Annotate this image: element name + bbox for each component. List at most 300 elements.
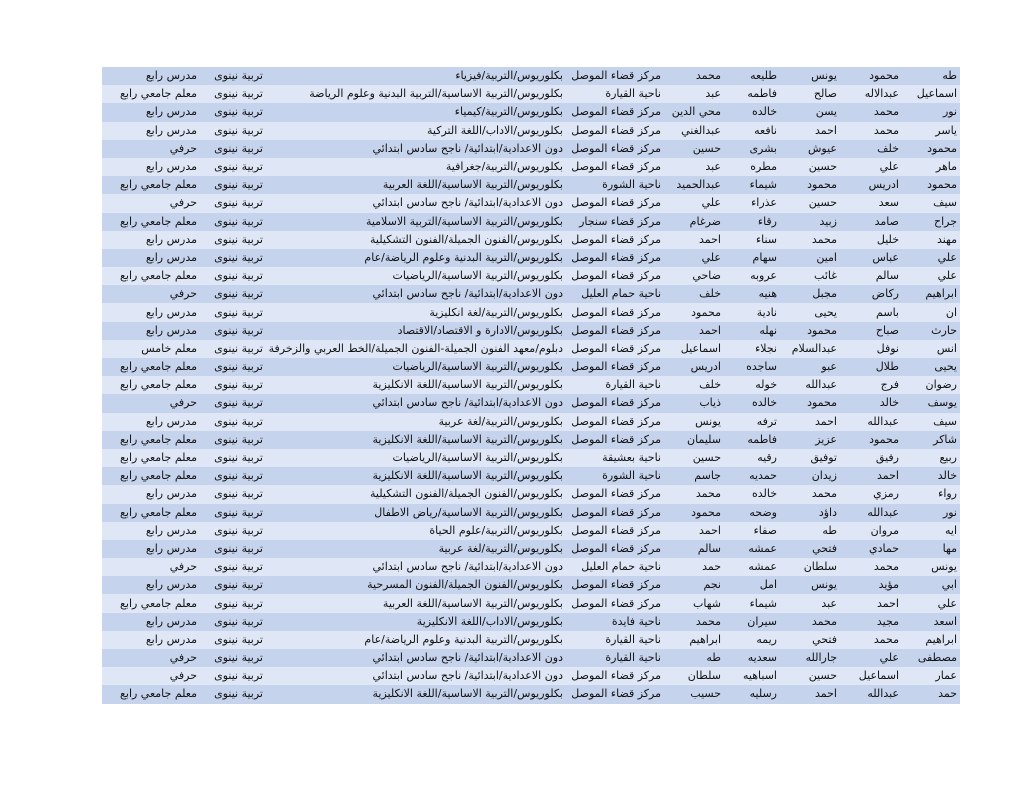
job-title-cell: معلم جامعي رابع [102,213,200,231]
table-row [102,613,960,631]
directorate-cell: تربية نينوى [200,85,266,103]
father-name-cell: محمد [840,103,902,121]
table-row [102,667,960,685]
mother-father-name-cell: طه [664,649,724,667]
directorate-cell: تربية نينوى [200,285,266,303]
mother-name-cell: طليعه [724,67,780,85]
grandfather-name-cell: زبيد [780,213,840,231]
job-title-cell: معلم جامعي رابع [102,376,200,394]
grandfather-name-cell: محمود [780,394,840,412]
directorate-cell: تربية نينوى [200,558,266,576]
mother-father-name-cell: احمد [664,231,724,249]
grandfather-name-cell: سلطان [780,558,840,576]
first-name-cell: ابراهيم [902,285,960,303]
table-row [102,249,960,267]
job-title-cell: مدرس رابع [102,540,200,558]
location-cell: ناحية فايدة [566,613,664,631]
mother-father-name-cell: حسين [664,140,724,158]
first-name-cell: يحيى [902,358,960,376]
location-cell: مركز قضاء الموصل [566,358,664,376]
job-title-cell: مدرس رابع [102,158,200,176]
table-row [102,267,960,285]
grandfather-name-cell: صالح [780,85,840,103]
qualification-cell: بكلوريوس/التربية الاساسية/اللغة الانكليزية [266,431,566,449]
mother-name-cell: عمشه [724,540,780,558]
mother-name-cell: امل [724,576,780,594]
mother-father-name-cell: ابراهيم [664,631,724,649]
location-cell: مركز قضاء الموصل [566,394,664,412]
job-title-cell: معلم جامعي رابع [102,85,200,103]
location-cell: ناحية القيارة [566,376,664,394]
table-row [102,103,960,121]
table-row [102,540,960,558]
directorate-cell: تربية نينوى [200,613,266,631]
grandfather-name-cell: عبو [780,358,840,376]
job-title-cell: مدرس رابع [102,613,200,631]
mother-father-name-cell: محمد [664,613,724,631]
directorate-cell: تربية نينوى [200,594,266,612]
qualification-cell: بكلوريوس/الاداب/اللغة الانكليزية [266,613,566,631]
job-title-cell: مدرس رابع [102,303,200,321]
job-title-cell: مدرس رابع [102,67,200,85]
directorate-cell: تربية نينوى [200,194,266,212]
job-title-cell: مدرس رابع [102,631,200,649]
table-row [102,449,960,467]
mother-name-cell: سعديه [724,649,780,667]
first-name-cell: ايه [902,522,960,540]
father-name-cell: مجيد [840,613,902,631]
job-title-cell: حرفي [102,194,200,212]
directorate-cell: تربية نينوى [200,67,266,85]
grandfather-name-cell: مجبل [780,285,840,303]
grandfather-name-cell: حسين [780,667,840,685]
mother-name-cell: عروبه [724,267,780,285]
table-row [102,285,960,303]
location-cell: مركز قضاء الموصل [566,140,664,158]
first-name-cell: سيف [902,413,960,431]
father-name-cell: خلف [840,140,902,158]
father-name-cell: عبدالله [840,504,902,522]
table-row [102,394,960,412]
mother-father-name-cell: محمد [664,485,724,503]
father-name-cell: خالد [840,394,902,412]
mother-father-name-cell: عبدالغني [664,122,724,140]
location-cell: مركز قضاء الموصل [566,576,664,594]
directorate-cell: تربية نينوى [200,413,266,431]
mother-father-name-cell: نجم [664,576,724,594]
table-row [102,358,960,376]
table-row [102,158,960,176]
father-name-cell: محمد [840,122,902,140]
table-row [102,504,960,522]
mother-name-cell: بشرى [724,140,780,158]
first-name-cell: رضوان [902,376,960,394]
table-row [102,194,960,212]
first-name-cell: علي [902,249,960,267]
qualification-cell: بكلوريوس/التربية الاساسية/رياض الاطفال [266,504,566,522]
job-title-cell: مدرس رابع [102,231,200,249]
location-cell: مركز قضاء الموصل [566,267,664,285]
directorate-cell: تربية نينوى [200,522,266,540]
location-cell: ناحية القيارة [566,85,664,103]
location-cell: مركز قضاء الموصل [566,103,664,121]
grandfather-name-cell: عبدالله [780,376,840,394]
mother-name-cell: خالده [724,394,780,412]
job-title-cell: حرفي [102,285,200,303]
father-name-cell: فرج [840,376,902,394]
grandfather-name-cell: فتحي [780,540,840,558]
father-name-cell: احمد [840,594,902,612]
job-title-cell: حرفي [102,558,200,576]
table-row [102,485,960,503]
table-row [102,303,960,321]
location-cell: ناحية القيارة [566,649,664,667]
qualification-cell: بكلوريوس/التربية الاساسية/اللغة الانكليزية [266,467,566,485]
first-name-cell: مهند [902,231,960,249]
grandfather-name-cell: محمد [780,231,840,249]
directorate-cell: تربية نينوى [200,467,266,485]
directorate-cell: تربية نينوى [200,449,266,467]
job-title-cell: مدرس رابع [102,103,200,121]
job-title-cell: معلم خامس [102,340,200,358]
directorate-cell: تربية نينوى [200,394,266,412]
father-name-cell: ركاض [840,285,902,303]
first-name-cell: رواء [902,485,960,503]
father-name-cell: عبدالله [840,685,902,703]
qualification-cell: بكلوريوس/الادارة و الاقتصاد/الاقتصاد [266,322,566,340]
mother-name-cell: ساجده [724,358,780,376]
mother-name-cell: نهله [724,322,780,340]
father-name-cell: طلال [840,358,902,376]
directorate-cell: تربية نينوى [200,267,266,285]
mother-father-name-cell: سلطان [664,667,724,685]
grandfather-name-cell: محمد [780,613,840,631]
mother-father-name-cell: حسين [664,449,724,467]
directorate-cell: تربية نينوى [200,576,266,594]
job-title-cell: حرفي [102,140,200,158]
job-title-cell: معلم جامعي رابع [102,467,200,485]
first-name-cell: شاكر [902,431,960,449]
mother-name-cell: شيماء [724,594,780,612]
mother-father-name-cell: علي [664,194,724,212]
qualification-cell: بكلوريوس/الفنون الجميلة/الفنون المسرحية [266,576,566,594]
job-title-cell: معلم جامعي رابع [102,267,200,285]
location-cell: مركز قضاء سنجار [566,213,664,231]
employee-table [102,67,960,704]
location-cell: مركز قضاء الموصل [566,522,664,540]
father-name-cell: محمد [840,631,902,649]
job-title-cell: مدرس رابع [102,413,200,431]
grandfather-name-cell: عبد [780,594,840,612]
directorate-cell: تربية نينوى [200,249,266,267]
location-cell: ناحية بعشيقة [566,449,664,467]
first-name-cell: محمود [902,140,960,158]
location-cell: ناحية حمام العليل [566,558,664,576]
location-cell: ناحية القيارة [566,631,664,649]
location-cell: ناحية الشورة [566,467,664,485]
directorate-cell: تربية نينوى [200,631,266,649]
location-cell: مركز قضاء الموصل [566,685,664,703]
directorate-cell: تربية نينوى [200,340,266,358]
grandfather-name-cell: داؤد [780,504,840,522]
father-name-cell: رفيق [840,449,902,467]
first-name-cell: نور [902,103,960,121]
first-name-cell: طه [902,67,960,85]
mother-father-name-cell: عبدالحميد [664,176,724,194]
table-row [102,631,960,649]
qualification-cell: بكلوريوس/التربية/كيمياء [266,103,566,121]
first-name-cell: علي [902,267,960,285]
location-cell: مركز قضاء الموصل [566,594,664,612]
father-name-cell: صباح [840,322,902,340]
grandfather-name-cell: يونس [780,67,840,85]
directorate-cell: تربية نينوى [200,158,266,176]
mother-father-name-cell: حسيب [664,685,724,703]
directorate-cell: تربية نينوى [200,504,266,522]
table-row [102,322,960,340]
directorate-cell: تربية نينوى [200,303,266,321]
location-cell: مركز قضاء الموصل [566,249,664,267]
directorate-cell: تربية نينوى [200,213,266,231]
father-name-cell: صامد [840,213,902,231]
qualification-cell: بكلوريوس/التربية الاساسية/الرياضيات [266,449,566,467]
job-title-cell: معلم جامعي رابع [102,176,200,194]
mother-name-cell: شيماء [724,176,780,194]
first-name-cell: محمود [902,176,960,194]
table-row [102,67,960,85]
father-name-cell: خليل [840,231,902,249]
directorate-cell: تربية نينوى [200,231,266,249]
father-name-cell: علي [840,649,902,667]
qualification-cell: دون الاعدادية/ابتدائية/ ناجح سادس ابتدائي [266,667,566,685]
qualification-cell: بكلوريوس/التربية البدنية وعلوم الرياضة/عام [266,631,566,649]
first-name-cell: اسعد [902,613,960,631]
qualification-cell: دون الاعدادية/ابتدائية/ ناجح سادس ابتدائي [266,394,566,412]
mother-father-name-cell: ضرغام [664,213,724,231]
qualification-cell: بكلوريوس/الاداب/اللغة التركية [266,122,566,140]
qualification-cell: دون الاعدادية/ابتدائية/ ناجح سادس ابتدائي [266,558,566,576]
location-cell: مركز قضاء الموصل [566,540,664,558]
grandfather-name-cell: زيدان [780,467,840,485]
table-row [102,594,960,612]
qualification-cell: بكلوريوس/التربية الاساسية/التربية الاسلامية [266,213,566,231]
mother-name-cell: صفاء [724,522,780,540]
mother-father-name-cell: سالم [664,540,724,558]
first-name-cell: عمار [902,667,960,685]
grandfather-name-cell: حسين [780,194,840,212]
qualification-cell: بكلوريوس/التربية الاساسية/اللغة العربية [266,594,566,612]
mother-name-cell: اسباهيه [724,667,780,685]
table-row [102,431,960,449]
location-cell: مركز قضاء الموصل [566,158,664,176]
father-name-cell: سعد [840,194,902,212]
table-row [102,340,960,358]
mother-father-name-cell: يونس [664,413,724,431]
first-name-cell: ابراهيم [902,631,960,649]
grandfather-name-cell: جارالله [780,649,840,667]
job-title-cell: معلم جامعي رابع [102,504,200,522]
first-name-cell: انس [902,340,960,358]
mother-father-name-cell: محي الدين [664,103,724,121]
job-title-cell: حرفي [102,667,200,685]
job-title-cell: مدرس رابع [102,485,200,503]
grandfather-name-cell: محمود [780,176,840,194]
directorate-cell: تربية نينوى [200,358,266,376]
location-cell: ناحية حمام العليل [566,285,664,303]
father-name-cell: عبدالله [840,413,902,431]
first-name-cell: مها [902,540,960,558]
mother-father-name-cell: عبد [664,85,724,103]
mother-father-name-cell: ادريس [664,358,724,376]
first-name-cell: ابي [902,576,960,594]
mother-name-cell: نادية [724,303,780,321]
directorate-cell: تربية نينوى [200,140,266,158]
father-name-cell: احمد [840,467,902,485]
mother-name-cell: خالده [724,103,780,121]
location-cell: مركز قضاء الموصل [566,231,664,249]
qualification-cell: بكلوريوس/التربية/لغة عربية [266,540,566,558]
father-name-cell: اسماعيل [840,667,902,685]
qualification-cell: بكلوريوس/التربية الاساسية/اللغة الانكليزية [266,685,566,703]
first-name-cell: جراح [902,213,960,231]
mother-name-cell: سيران [724,613,780,631]
father-name-cell: نوفل [840,340,902,358]
grandfather-name-cell: محمد [780,485,840,503]
grandfather-name-cell: امين [780,249,840,267]
directorate-cell: تربية نينوى [200,667,266,685]
qualification-cell: بكلوريوس/الفنون الجميلة/الفنون التشكيلية [266,231,566,249]
mother-father-name-cell: علي [664,249,724,267]
first-name-cell: ياسر [902,122,960,140]
table-row [102,213,960,231]
mother-father-name-cell: اسماعيل [664,340,724,358]
job-title-cell: مدرس رابع [102,522,200,540]
first-name-cell: علي [902,594,960,612]
job-title-cell: مدرس رابع [102,322,200,340]
mother-name-cell: عمشه [724,558,780,576]
father-name-cell: حمادي [840,540,902,558]
grandfather-name-cell: عبدالسلام [780,340,840,358]
mother-name-cell: خالده [724,485,780,503]
grandfather-name-cell: حسين [780,158,840,176]
grandfather-name-cell: احمد [780,685,840,703]
father-name-cell: رمزي [840,485,902,503]
grandfather-name-cell: احمد [780,413,840,431]
qualification-cell: دون الاعدادية/ابتدائية/ ناجح سادس ابتدائي [266,649,566,667]
qualification-cell: بكلوريوس/التربية البدنية وعلوم الرياضة/عام [266,249,566,267]
qualification-cell: بكلوريوس/التربية الاساسية/التربية البدنية وعلوم الرياضة [266,85,566,103]
location-cell: مركز قضاء الموصل [566,194,664,212]
directorate-cell: تربية نينوى [200,685,266,703]
job-title-cell: مدرس رابع [102,122,200,140]
mother-name-cell: سهام [724,249,780,267]
qualification-cell: بكلوريوس/الفنون الجميلة/الفنون التشكيلية [266,485,566,503]
location-cell: مركز قضاء الموصل [566,504,664,522]
mother-name-cell: ترفه [724,413,780,431]
job-title-cell: حرفي [102,394,200,412]
grandfather-name-cell: يسن [780,103,840,121]
first-name-cell: حارث [902,322,960,340]
first-name-cell: ان [902,303,960,321]
mother-father-name-cell: ضاحي [664,267,724,285]
grandfather-name-cell: فتحي [780,631,840,649]
first-name-cell: نور [902,504,960,522]
qualification-cell: دون الاعدادية/ابتدائية/ ناجح سادس ابتدائي [266,194,566,212]
mother-father-name-cell: خلف [664,376,724,394]
qualification-cell: دون الاعدادية/ابتدائية/ ناجح سادس ابتدائي [266,140,566,158]
location-cell: مركز قضاء الموصل [566,340,664,358]
location-cell: مركز قضاء الموصل [566,322,664,340]
mother-father-name-cell: احمد [664,522,724,540]
table-row [102,558,960,576]
first-name-cell: حمد [902,685,960,703]
grandfather-name-cell: توفيق [780,449,840,467]
qualification-cell: بكلوريوس/التربية/لغة انكليزية [266,303,566,321]
directorate-cell: تربية نينوى [200,176,266,194]
mother-name-cell: رقاء [724,213,780,231]
grandfather-name-cell: غائب [780,267,840,285]
grandfather-name-cell: محمود [780,322,840,340]
mother-name-cell: نافعه [724,122,780,140]
first-name-cell: سيف [902,194,960,212]
location-cell: مركز قضاء الموصل [566,431,664,449]
job-title-cell: مدرس رابع [102,249,200,267]
job-title-cell: معلم جامعي رابع [102,431,200,449]
mother-name-cell: خوله [724,376,780,394]
qualification-cell: دون الاعدادية/ابتدائية/ ناجح سادس ابتدائي [266,285,566,303]
first-name-cell: خالد [902,467,960,485]
job-title-cell: معلم جامعي رابع [102,449,200,467]
location-cell: ناحية الشورة [566,176,664,194]
location-cell: مركز قضاء الموصل [566,667,664,685]
grandfather-name-cell: طه [780,522,840,540]
directorate-cell: تربية نينوى [200,376,266,394]
location-cell: مركز قضاء الموصل [566,303,664,321]
grandfather-name-cell: عزيز [780,431,840,449]
mother-name-cell: رسليه [724,685,780,703]
mother-name-cell: مطره [724,158,780,176]
first-name-cell: اسماعيل [902,85,960,103]
mother-name-cell: رقيه [724,449,780,467]
mother-father-name-cell: محمود [664,504,724,522]
qualification-cell: بكلوريوس/التربية الاساسية/الرياضيات [266,358,566,376]
mother-father-name-cell: عبد [664,158,724,176]
mother-name-cell: سناء [724,231,780,249]
mother-father-name-cell: شهاب [664,594,724,612]
mother-father-name-cell: احمد [664,322,724,340]
mother-name-cell: فاطمه [724,85,780,103]
table-row [102,467,960,485]
qualification-cell: بكلوريوس/التربية/جغرافية [266,158,566,176]
mother-name-cell: فاطمه [724,431,780,449]
table-row [102,140,960,158]
job-title-cell: حرفي [102,649,200,667]
table-row [102,122,960,140]
directorate-cell: تربية نينوى [200,485,266,503]
mother-father-name-cell: سليمان [664,431,724,449]
father-name-cell: عباس [840,249,902,267]
table-row [102,685,960,703]
grandfather-name-cell: يونس [780,576,840,594]
table-row [102,576,960,594]
mother-name-cell: عذراء [724,194,780,212]
father-name-cell: باسم [840,303,902,321]
directorate-cell: تربية نينوى [200,322,266,340]
mother-father-name-cell: جاسم [664,467,724,485]
table-row [102,413,960,431]
father-name-cell: محمود [840,67,902,85]
father-name-cell: سالم [840,267,902,285]
